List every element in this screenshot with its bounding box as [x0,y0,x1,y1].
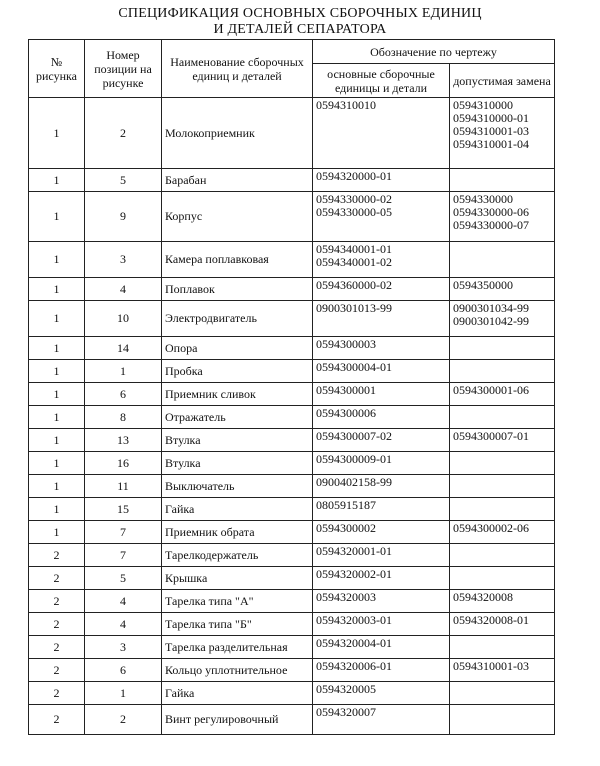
cell-figure-number: 1 [29,98,85,169]
cell-main-designation: 0594320006-01 [313,659,450,682]
table-row [29,659,555,682]
cell-figure-number: 2 [29,682,85,705]
cell-figure-number: 1 [29,192,85,242]
cell-main-designation: 0594320003-01 [313,613,450,636]
cell-main-designation: 0594320004-01 [313,636,450,659]
table-row [29,337,555,360]
table-row [29,192,555,242]
cell-main-designation: 0594320003 [313,590,450,613]
table-row [29,544,555,567]
cell-replacement-designation [450,452,555,475]
cell-position-number: 8 [85,406,162,429]
cell-main-designation: 0594300009-01 [313,452,450,475]
cell-main-designation: 0594340001-01 0594340001-02 [313,242,450,278]
cell-replacement-designation [450,544,555,567]
cell-part-name: Приемник сливок [162,383,313,406]
table-row [29,278,555,301]
cell-part-name: Отражатель [162,406,313,429]
cell-replacement-designation [450,475,555,498]
title-line-2: И ДЕТАЛЕЙ СЕПАРАТОРА [213,22,387,37]
header-drawing-designation: Обозначение по чертежу [313,40,555,64]
cell-part-name: Тарелка типа "Б" [162,613,313,636]
cell-replacement-designation [450,169,555,192]
cell-main-designation: 0594320002-01 [313,567,450,590]
cell-part-name: Опора [162,337,313,360]
cell-replacement-designation [450,636,555,659]
header-part-name: Наименование сборочных единиц и деталей [162,40,313,98]
table-row [29,475,555,498]
cell-replacement-designation [450,360,555,383]
table-row [29,360,555,383]
cell-part-name: Винт регулировочный [162,705,313,735]
cell-part-name: Поплавок [162,278,313,301]
table-row [29,682,555,705]
cell-figure-number: 2 [29,636,85,659]
table-row [29,429,555,452]
cell-replacement-designation [450,242,555,278]
cell-main-designation: 0594320005 [313,682,450,705]
table-row [29,98,555,169]
cell-position-number: 16 [85,452,162,475]
cell-main-designation: 0594310010 [313,98,450,169]
table-row [29,452,555,475]
cell-part-name: Корпус [162,192,313,242]
table-row [29,498,555,521]
cell-part-name: Электродвигатель [162,301,313,337]
cell-figure-number: 1 [29,498,85,521]
cell-part-name: Гайка [162,498,313,521]
cell-position-number: 2 [85,98,162,169]
cell-main-designation: 0805915187 [313,498,450,521]
cell-part-name: Пробка [162,360,313,383]
cell-part-name: Кольцо уплотнительное [162,659,313,682]
table-row [29,705,555,735]
table-row [29,567,555,590]
cell-replacement-designation: 0594320008-01 [450,613,555,636]
cell-main-designation: 0900402158-99 [313,475,450,498]
cell-position-number: 1 [85,360,162,383]
cell-replacement-designation [450,567,555,590]
cell-main-designation: 0594360000-02 [313,278,450,301]
specification-table [28,39,555,735]
cell-part-name: Камера поплавковая [162,242,313,278]
cell-figure-number: 1 [29,475,85,498]
cell-main-designation: 0594320000-01 [313,169,450,192]
cell-main-designation: 0594300004-01 [313,360,450,383]
cell-part-name: Гайка [162,682,313,705]
cell-part-name: Барабан [162,169,313,192]
cell-main-designation: 0594300007-02 [313,429,450,452]
cell-position-number: 3 [85,242,162,278]
cell-position-number: 9 [85,192,162,242]
header-position-number: Номер позиции на рисунке [85,40,162,98]
cell-part-name: Втулка [162,452,313,475]
table-row [29,636,555,659]
cell-part-name: Выключатель [162,475,313,498]
cell-part-name: Тарелкодержатель [162,544,313,567]
cell-main-designation: 0594300001 [313,383,450,406]
cell-main-designation: 0594330000-02 0594330000-05 [313,192,450,242]
cell-replacement-designation: 0594320008 [450,590,555,613]
cell-position-number: 10 [85,301,162,337]
cell-part-name: Тарелка разделительная [162,636,313,659]
table-row [29,613,555,636]
header-main-units: основные сборочные единицы и детали [313,64,450,98]
cell-position-number: 2 [85,705,162,735]
cell-part-name: Втулка [162,429,313,452]
cell-part-name: Крышка [162,567,313,590]
cell-figure-number: 2 [29,705,85,735]
cell-main-designation: 0594300002 [313,521,450,544]
cell-replacement-designation: 0594300002-06 [450,521,555,544]
table-row [29,169,555,192]
cell-position-number: 5 [85,169,162,192]
table-row [29,242,555,278]
cell-replacement-designation [450,705,555,735]
cell-replacement-designation [450,337,555,360]
header-allowed-replacement: допустимая замена [450,64,555,98]
cell-position-number: 14 [85,337,162,360]
cell-replacement-designation [450,406,555,429]
cell-position-number: 4 [85,613,162,636]
title-line-1: СПЕЦИФИКАЦИЯ ОСНОВНЫХ СБОРОЧНЫХ ЕДИНИЦ [118,6,482,21]
cell-position-number: 3 [85,636,162,659]
cell-replacement-designation: 0594300001-06 [450,383,555,406]
cell-position-number: 5 [85,567,162,590]
cell-replacement-designation: 0594310001-03 [450,659,555,682]
table-row [29,406,555,429]
cell-figure-number: 2 [29,659,85,682]
cell-main-designation: 0594320001-01 [313,544,450,567]
cell-figure-number: 1 [29,429,85,452]
cell-main-designation: 0594300003 [313,337,450,360]
cell-position-number: 11 [85,475,162,498]
cell-part-name: Молокоприемник [162,98,313,169]
cell-figure-number: 1 [29,242,85,278]
cell-position-number: 4 [85,278,162,301]
table-body [29,98,555,735]
cell-main-designation: 0900301013-99 [313,301,450,337]
cell-position-number: 15 [85,498,162,521]
cell-position-number: 7 [85,544,162,567]
table-row [29,301,555,337]
cell-figure-number: 2 [29,544,85,567]
cell-figure-number: 1 [29,278,85,301]
table-row [29,521,555,544]
cell-figure-number: 2 [29,613,85,636]
cell-part-name: Тарелка типа "А" [162,590,313,613]
cell-position-number: 6 [85,659,162,682]
cell-position-number: 7 [85,521,162,544]
cell-figure-number: 2 [29,590,85,613]
cell-figure-number: 1 [29,406,85,429]
cell-main-designation: 0594320007 [313,705,450,735]
cell-figure-number: 1 [29,383,85,406]
cell-position-number: 6 [85,383,162,406]
cell-figure-number: 1 [29,337,85,360]
cell-figure-number: 1 [29,521,85,544]
cell-replacement-designation: 0594310000 0594310000-01 0594310001-03 0594310001-04 [450,98,555,169]
cell-position-number: 4 [85,590,162,613]
cell-replacement-designation: 0900301034-99 0900301042-99 [450,301,555,337]
cell-replacement-designation [450,682,555,705]
table-row [29,383,555,406]
cell-figure-number: 1 [29,169,85,192]
cell-replacement-designation: 0594330000 0594330000-06 0594330000-07 [450,192,555,242]
cell-figure-number: 1 [29,452,85,475]
cell-main-designation: 0594300006 [313,406,450,429]
cell-replacement-designation [450,498,555,521]
cell-part-name: Приемник обрата [162,521,313,544]
cell-figure-number: 1 [29,301,85,337]
cell-replacement-designation: 0594350000 [450,278,555,301]
table-row [29,590,555,613]
cell-figure-number: 2 [29,567,85,590]
cell-position-number: 1 [85,682,162,705]
cell-figure-number: 1 [29,360,85,383]
header-figure-number: № рисунка [29,40,85,98]
cell-replacement-designation: 0594300007-01 [450,429,555,452]
cell-position-number: 13 [85,429,162,452]
document-title [0,6,600,38]
